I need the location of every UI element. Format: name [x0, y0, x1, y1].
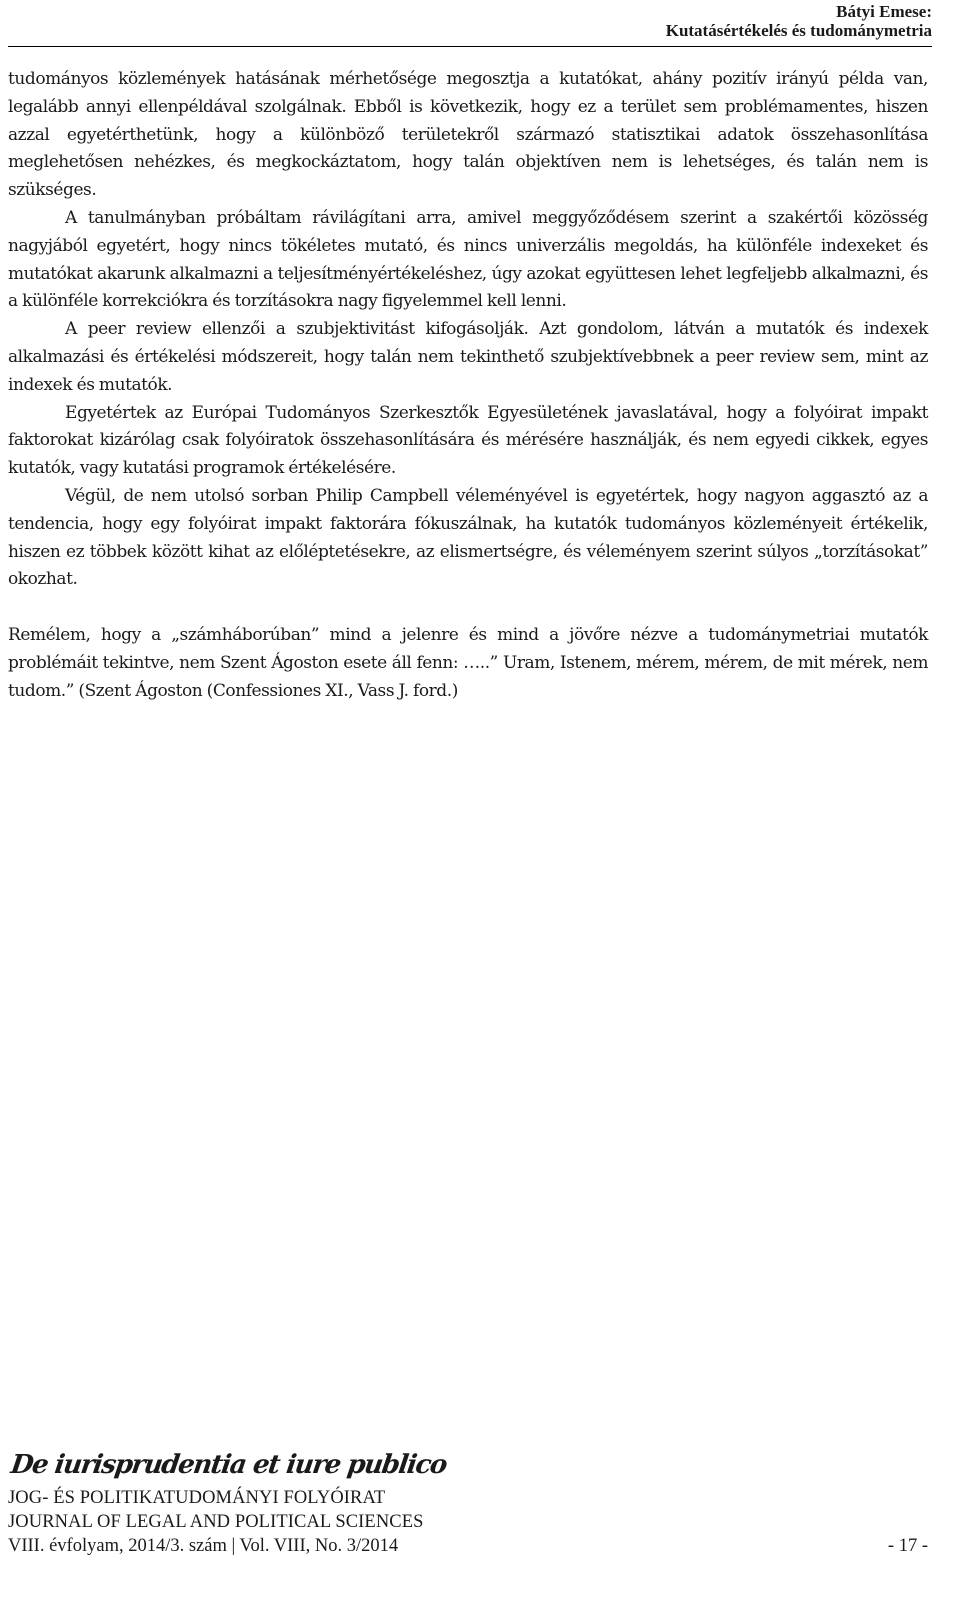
journal-subtitle-en: JOURNAL OF LEGAL AND POLITICAL SCIENCES [8, 1512, 424, 1532]
paragraph-5: Végül, de nem utolsó sorban Philip Campbell véleményével is egyetértek, hogy nagyon aggasztó az a tendencia, hogy egy folyóirat impakt faktorára fókuszálnak, ha kutatók tudományos közleményeit értékelik, hiszen ez többek között kihat az előléptetésekre, az elismertségre, és véleményem szerint súlyos „torzításokat” okozhat. [8, 485, 928, 590]
journal-subtitle-hu: JOG- ÉS POLITIKATUDOMÁNYI FOLYÓIRAT [8, 1488, 386, 1508]
page-footer [8, 1448, 928, 1558]
page-number: - 17 - [887, 1536, 928, 1556]
article-body [8, 66, 928, 706]
footer-issue-row [8, 1534, 928, 1558]
paragraph-closing: Remélem, hogy a „számháborúban” mind a jelenre és mind a jövőre nézve a tudománymetriai mutatók problémáit tekintve, nem Szent Ágoston esete áll fenn: …..” Uram, Istenem, mérem, mérem, de mit mérek, nem tudom.” (Szent Ágoston (Confessiones XI., Vass J. ford.) [8, 625, 928, 701]
running-header [8, 0, 932, 47]
header-author: Bátyi Emese: [836, 2, 932, 21]
issue-info: VIII. évfolyam, 2014/3. szám | Vol. VIII, No. 3/2014 [8, 1536, 399, 1556]
paragraph-2: A tanulmányban próbáltam rávilágítani arra, amivel meggyőződésem szerint a szakértői közösség nagyjából egyetért, hogy nincs tökéletes mutató, és nincs univerzális megoldás, ha különféle indexeket és mutatókat akarunk alkalmazni a teljesítményértékeléshez, úgy azokat együttesen lehet legfeljebb alkalmazni, és a különféle korrekciókra és torzításokra nagy figyelemmel kell lenni. [8, 207, 928, 312]
paragraph-1: tudományos közlemények hatásának mérhetősége megosztja a kutatókat, ahány pozitív irányú példa van, legalább annyi ellenpéldával szolgálnak. Ebből is következik, hogy ez a terület sem problémamentes, hiszen azzal egyetérthetünk, hogy a különböző területekről származó statisztikai adatok összehasonlítása meglehetősen nehézkes, és megkockáztatom, hogy talán objektíven nem is lehetséges, és talán nem is szükséges. [8, 69, 928, 201]
paragraph-4: Egyetértek az Európai Tudományos Szerkesztők Egyesületének javaslatával, hogy a folyóirat impakt faktorokat kizárólag csak folyóiratok összehasonlítására és mérésére használják, és nem egyedi cikkek, egyes kutatók, vagy kutatási programok értékelésére. [8, 402, 928, 479]
header-title: Kutatásértékelés és tudománymetria [665, 21, 932, 40]
paragraph-3: A peer review ellenzői a szubjektivitást kifogásolják. Azt gondolom, látván a mutatók és indexek alkalmazási és értékelési módszereit, hogy talán nem tekinthető szubjektívebbnek a peer review sem, mint az indexek és mutatók. [8, 319, 928, 395]
journal-logo: De iurisprudentia et iure publico [8, 1450, 449, 1480]
